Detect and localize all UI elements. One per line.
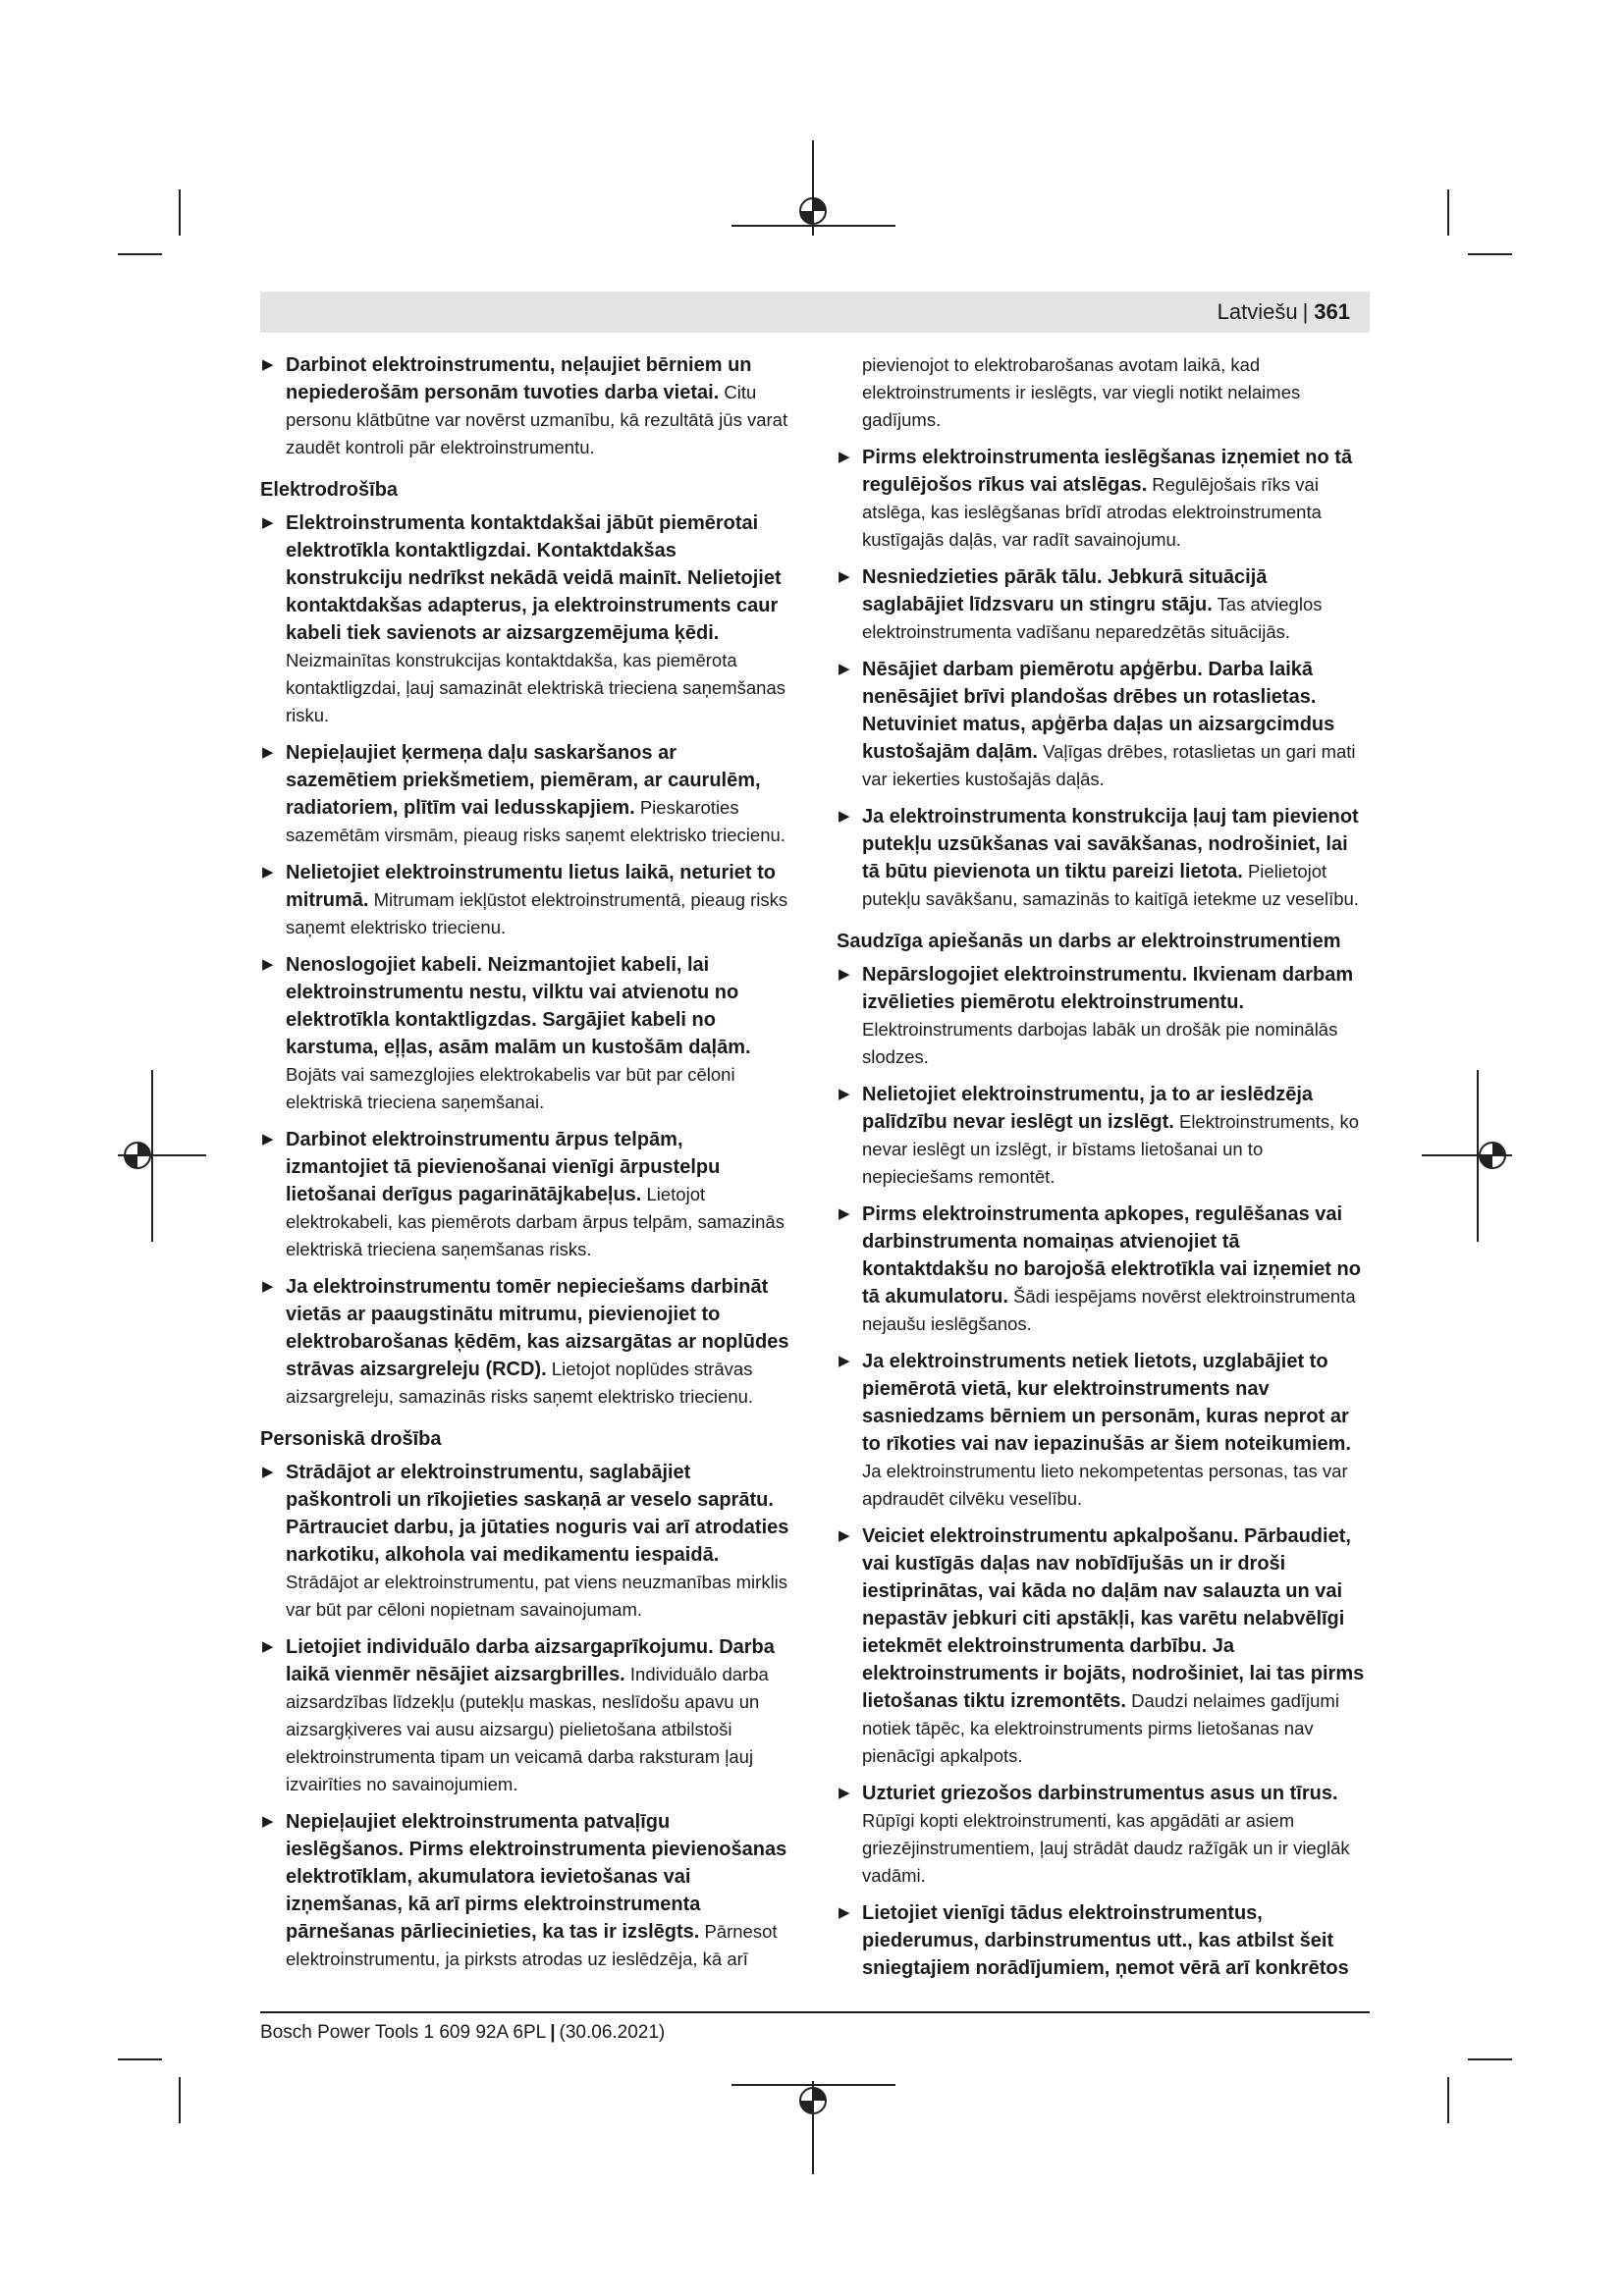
header-language: Latviešu: [1217, 299, 1298, 324]
section-heading: Personiskā drošība: [260, 1428, 442, 1450]
item-bold-text: Darbinot elektroinstrumentu, neļaujiet bērniem un nepiederošām personām tuvoties darba vietai.: [286, 354, 752, 403]
item-text: Šādi iespējams novērst elektroinstrumenta nejaušu ieslēgšanos.: [862, 1286, 1356, 1334]
item-bold-text: Nelietojiet elektroinstrumentu, ja to ar ieslēdzēja palīdzību nevar ieslēgt un izslēgt.: [862, 1084, 1314, 1133]
list-item: [837, 961, 1367, 1071]
item-text: Elektroinstruments, ko nevar ieslēgt un izslēgt, ir bīstams lietošanai un to nepieciešams remontēt.: [862, 1111, 1359, 1187]
electrical-safety-list: [260, 509, 790, 1411]
list-item: [837, 444, 1367, 554]
personal-safety-list: [260, 1459, 790, 1973]
list-item: [837, 1522, 1367, 1770]
item-text: Lietojot elektrokabeli, kas piemērots darbam ārpus telpām, samazinās elektriskā trieciena saņemšanas risks.: [286, 1184, 785, 1259]
item-bold-text: Ja elektroinstrumenta konstrukcija ļauj tam pievienot putekļu uzsūkšanas vai savākšanas, nodrošiniet, lai tā būtu pievienota un tiktu pareizi lietota.: [862, 806, 1359, 882]
bullet-icon: ▶: [839, 1086, 850, 1102]
item-bold-text: Nesniedzieties pārāk tālu. Jebkurā situācijā saglabājiet līdzsvaru un stingru stāju.: [862, 566, 1268, 615]
list-item: [260, 1126, 790, 1263]
item-text: Bojāts vai samezglojies elektrokabelis var būt par cēloni elektriskā trieciena saņemšanai.: [286, 1064, 735, 1112]
list-item: [837, 1081, 1367, 1191]
item-bold-text: Veiciet elektroinstrumentu apkalpošanu. Pārbaudiet, vai kustīgās daļas nav nobīdījušās un ir droši iestiprinātas, vai kāda no daļām nav salauzta un vai nepastāv jebkuri citi apstākļi, kas varētu nelabvēlīgi ietekmēt elektroinstrumenta darbību. Ja elektroinstruments ir bojāts, nodrošiniet, lai tas pirms lietošanas tiktu izremontēts.: [862, 1525, 1365, 1712]
bullet-icon: ▶: [839, 1527, 850, 1544]
section-heading: Saudzīga apiešanās un darbs ar elektroinstrumentiem: [837, 931, 1341, 952]
list-item: [260, 1633, 790, 1798]
item-bold-text: Nelietojiet elektroinstrumentu lietus laikā, neturiet to mitrumā.: [286, 862, 776, 911]
personal-safety-list-continued: [837, 444, 1367, 913]
list-item: [837, 1899, 1367, 1982]
list-item: [837, 1348, 1367, 1513]
list-item: [260, 1459, 790, 1624]
bullet-icon: ▶: [262, 1464, 274, 1480]
item-bold-text: Nepārslogojiet elektroinstrumentu. Ikvienam darbam izvēlieties piemērotu elektroinstrumentu.: [862, 964, 1354, 1013]
item-text: Pieskaroties sazemētām virsmām, pieaug risks saņemt elektrisko triecienu.: [286, 797, 785, 845]
bullet-icon: ▶: [839, 661, 850, 677]
header-text: [1218, 297, 1350, 327]
list-item: [260, 859, 790, 941]
continuation-text: pievienojot to elektrobarošanas avotam laikā, kad elektroinstruments ir ieslēgts, var viegli notikt nelaimes gadījums.: [862, 354, 1301, 430]
list-item: [837, 656, 1367, 793]
item-text: Ja elektroinstrumentu lieto nekompetentas personas, tas var apdraudēt cilvēku veselību.: [862, 1461, 1348, 1509]
list-item: [260, 351, 790, 461]
item-bold-text: Ja elektroinstrumentu tomēr nepieciešams darbināt vietās ar paaugstinātu mitrumu, pievienojiet to elektrobarošanas ķēdēm, kas aizsargātas ar noplūdes strāvas aizsargreleju (RCD).: [286, 1276, 789, 1380]
left-column: [260, 351, 790, 1983]
tool-care-list: [837, 961, 1367, 1982]
item-text: Mitrumam iekļūstot elektroinstrumentā, pieaug risks saņemt elektrisko triecienu.: [286, 889, 788, 937]
bullet-icon: ▶: [262, 514, 274, 531]
item-text: Pārnesot elektroinstrumentu, ja pirksts atrodas uz ieslēdzēja, kā arī: [286, 1921, 778, 1969]
item-bold-text: Elektroinstrumenta kontaktdakšai jābūt piemērotai elektrotīkla kontaktligzdai. Kontaktdakšas konstrukciju nedrīkst nekādā veidā mainīt. Nelietojiet kontaktdakšas adapterus, ja elektroinstruments caur kabeli tiek savienots ar aizsargzemējuma ķēdi.: [286, 512, 782, 644]
bullet-icon: ▶: [262, 744, 274, 761]
item-text: Vaļīgas drēbes, rotaslietas un gari mati var iekerties kustošajās daļās.: [862, 741, 1356, 789]
list-item: [837, 1780, 1367, 1890]
item-text: Elektroinstruments darbojas labāk un drošāk pie nominālās slodzes.: [862, 1019, 1338, 1067]
bullet-icon: ▶: [839, 1785, 850, 1801]
list-item: [837, 563, 1367, 646]
list-item: [260, 509, 790, 729]
item-bold-text: Lietojiet vienīgi tādus elektroinstrumentus, piederumus, darbinstrumentus utt., kas atbilst šeit sniegtajiem norādījumiem, ņemot vērā arī konkrētos: [862, 1902, 1349, 1979]
item-bold-text: Lietojiet individuālo darba aizsargaprīkojumu. Darba laikā vienmēr nēsājiet aizsargbrilles.: [286, 1636, 775, 1685]
list-item: [260, 739, 790, 849]
item-text: Lietojot noplūdes strāvas aizsargreleju, samazinās risks saņemt elektrisko triecienu.: [286, 1359, 754, 1407]
bullet-icon: ▶: [839, 1904, 850, 1921]
footer-date: (30.06.2021): [559, 2022, 666, 2043]
bullet-icon: ▶: [839, 449, 850, 465]
bullet-icon: ▶: [839, 808, 850, 825]
footer-separator: |: [550, 2022, 556, 2043]
bullet-icon: ▶: [262, 356, 274, 373]
list-item: [837, 1201, 1367, 1338]
item-bold-text: Pirms elektroinstrumenta ieslēgšanas izņemiet no tā regulējošos rīkus vai atslēgas.: [862, 447, 1353, 496]
item-bold-text: Nēsājiet darbam piemērotu apģērbu. Darba laikā nenēsājiet brīvi plandošas drēbes un rotaslietas. Netuviniet matus, apģērba daļas un aizsargcimdus kustošajām daļām.: [862, 659, 1335, 763]
bullet-icon: ▶: [262, 1131, 274, 1148]
bullet-icon: ▶: [262, 1278, 274, 1295]
bullet-icon: ▶: [839, 1205, 850, 1222]
page-header: [260, 292, 1370, 333]
bullet-icon: ▶: [839, 1353, 850, 1369]
section-heading: Elektrodrošība: [260, 479, 399, 501]
bullet-icon: ▶: [839, 966, 850, 983]
item-bold-text: Nenoslogojiet kabeli. Neizmantojiet kabeli, lai elektroinstrumentu nestu, vilktu vai atvienotu no elektrotīkla kontaktligzdas. Sargājiet kabeli no karstuma, eļļas, asām malām un kustošām daļām.: [286, 954, 751, 1058]
item-bold-text: Nepieļaujiet ķermeņa daļu saskaršanos ar sazemētiem priekšmetiem, piemēram, ar caurulēm, radiatoriem, plītīm vai ledusskapjiem.: [286, 742, 761, 819]
list-item: [260, 1273, 790, 1411]
right-column: [837, 351, 1367, 1992]
bullet-icon: ▶: [262, 956, 274, 973]
footer-publisher: Bosch Power Tools 1 609 92A 6PL: [260, 2022, 547, 2043]
item-text: Citu personu klātbūtne var novērst uzmanību, kā rezultātā jūs varat zaudēt kontroli pār elektroinstrumentu.: [286, 382, 788, 457]
item-bold-text: Uzturiet griezošos darbinstrumentus asus un tīrus.: [862, 1783, 1338, 1804]
item-text: Strādājot ar elektroinstrumentu, pat viens neuzmanības mirklis var būt par cēloni nopietnam savainojumam.: [286, 1572, 788, 1620]
item-bold-text: Darbinot elektroinstrumentu ārpus telpām, izmantojiet tā pievienošanai vienīgi ārpustelpu lietošanai derīgus pagarinātājkabeļus.: [286, 1129, 721, 1205]
item-text: Regulējošais rīks vai atslēga, kas ieslēgšanas brīdī atrodas elektroinstrumenta kustīgajās daļās, var radīt savainojumu.: [862, 474, 1322, 550]
bullet-icon: ▶: [262, 864, 274, 881]
footer-rule: [260, 2011, 1370, 2013]
item-bold-text: Ja elektroinstruments netiek lietots, uzglabājiet to piemērotā vietā, kur elektroinstruments nav sasniedzams bērniem un personām, kuras neprot ar to rīkoties vai nav iepazinušās ar šiem noteikumiem.: [862, 1351, 1351, 1455]
list-item: [260, 951, 790, 1116]
item-text: Individuālo darba aizsardzības līdzekļu (putekļu maskas, neslīdošu apavu un aizsargķiveres vai ausu aizsargu) pielietošana atbilstoši elektroinstrumenta tipam un veicamā darba raksturam ļauj izvairīties no savainojumiem.: [286, 1664, 769, 1794]
item-text: Rūpīgi kopti elektroinstrumenti, kas apgādāti ar asiem griezējinstrumentiem, ļauj strādāt daudz ražīgāk un ir vieglāk vadāmi.: [862, 1810, 1350, 1886]
item-bold-text: Strādājot ar elektroinstrumentu, saglabājiet paškontroli un rīkojieties saskaņā ar veselo saprātu. Pārtrauciet darbu, ja jūtaties noguris vai arī atrodaties narkotiku, alkohola vai medikamentu iespaidā.: [286, 1462, 789, 1566]
page-footer: [260, 2020, 665, 2046]
bullet-icon: ▶: [839, 568, 850, 585]
list-item: [260, 1808, 790, 1973]
page-number: 361: [1314, 299, 1350, 324]
item-text: Daudzi nelaimes gadījumi notiek tāpēc, ka elektroinstruments pirms lietošanas nav pienācīgi apkalpots.: [862, 1690, 1339, 1766]
header-separator: |: [1302, 299, 1309, 324]
item-text: Tas atvieglos elektroinstrumenta vadīšanu neparedzētās situācijās.: [862, 594, 1323, 642]
item-text: Pielietojot putekļu savākšanu, samazinās to kaitīgā ietekme uz veselību.: [862, 861, 1359, 909]
item-bold-text: Nepieļaujiet elektroinstrumenta patvaļīgu ieslēgšanos. Pirms elektroinstrumenta pievienošanas elektrotīklam, akumulatora ievietošanas vai izņemšanas, kā arī pirms elektroinstrumenta pārnešanas pārliecinieties, ka tas ir izslēgts.: [286, 1811, 787, 1943]
bullet-icon: ▶: [262, 1638, 274, 1655]
list-item: [837, 803, 1367, 913]
bullet-icon: ▶: [262, 1813, 274, 1830]
item-text: Neizmainītas konstrukcijas kontaktdakša, kas piemērota kontaktligzdai, ļauj samazināt elektriskā trieciena saņemšanas risku.: [286, 650, 786, 725]
item-bold-text: Pirms elektroinstrumenta apkopes, regulēšanas vai darbinstrumenta nomaiņas atvienojiet tā kontaktdakšu no barojošā elektrotīkla vai izņemiet no tā akumulatoru.: [862, 1203, 1361, 1308]
